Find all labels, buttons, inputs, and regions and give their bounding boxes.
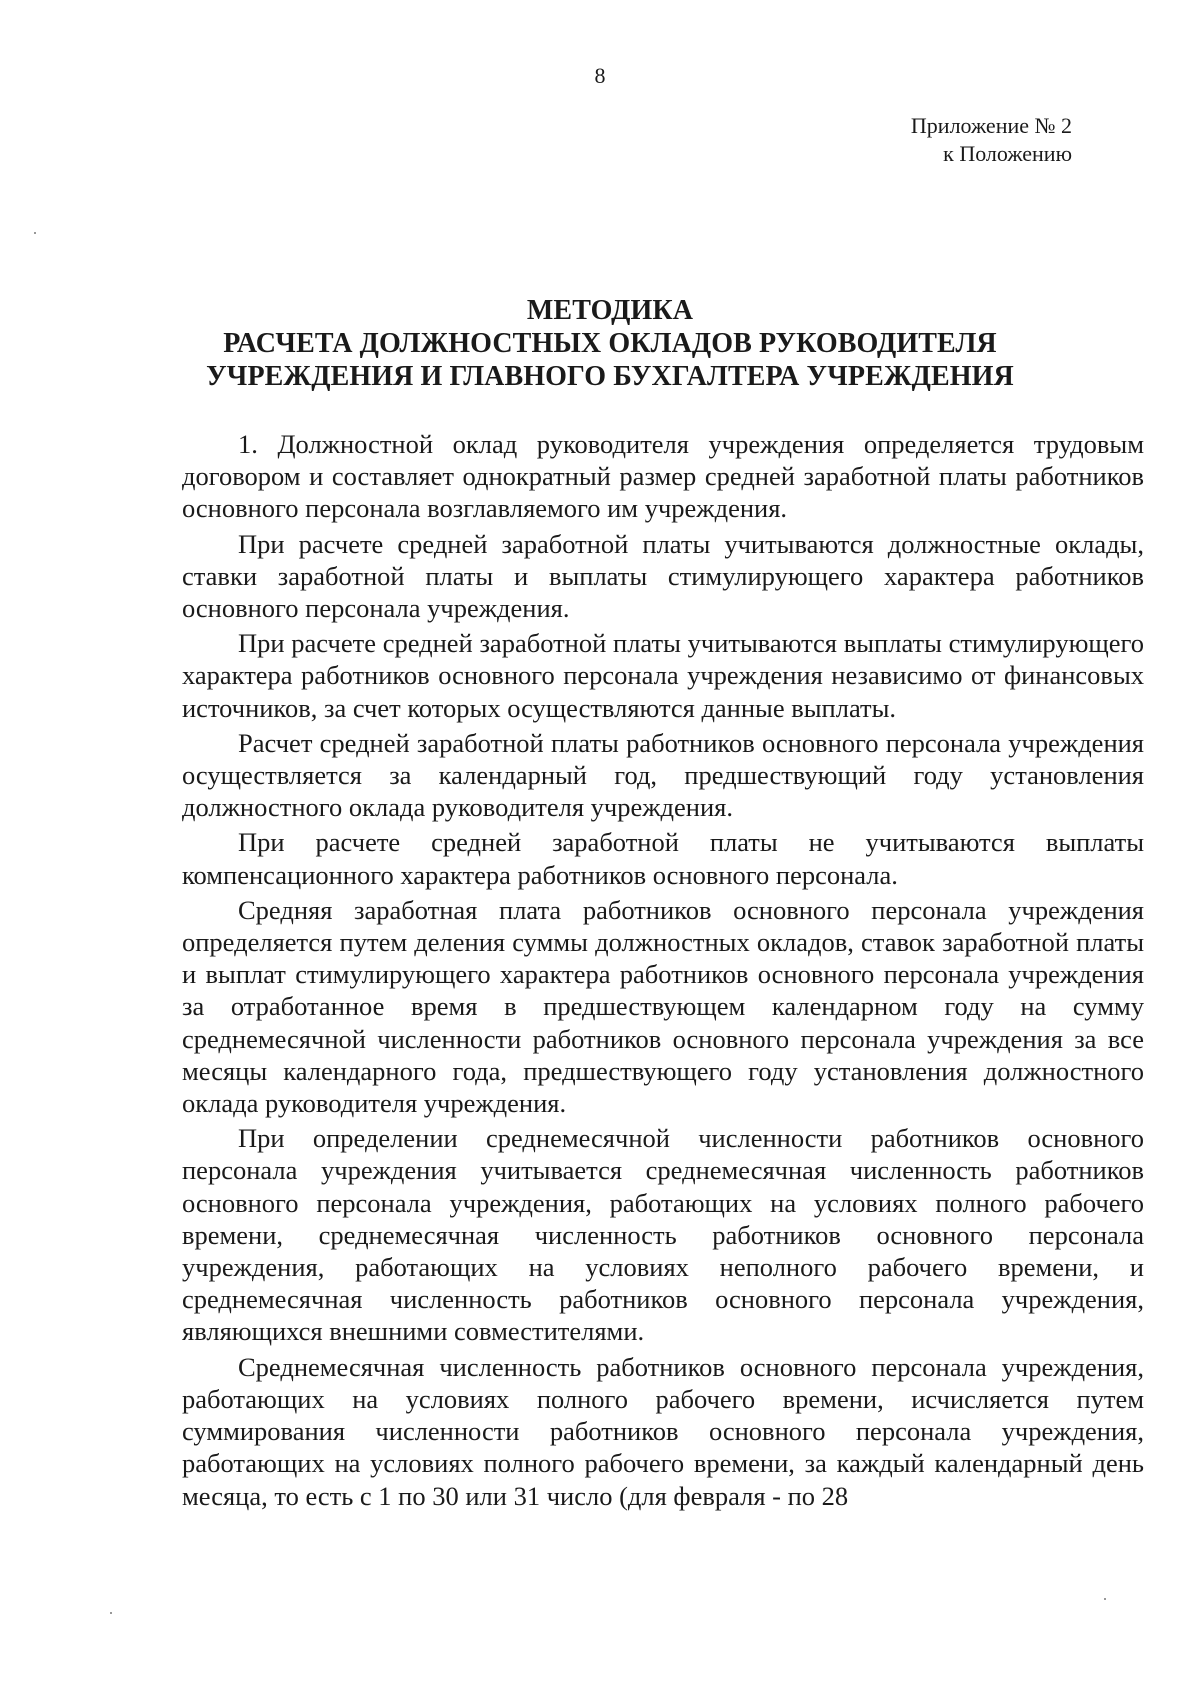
page-number: 8 bbox=[594, 63, 606, 88]
scan-speck bbox=[110, 1612, 112, 1614]
title-line-1: МЕТОДИКА bbox=[526, 295, 694, 326]
paragraph: 1. Должностной оклад руководителя учреждения определяется трудовым договором и составляет однократный размер средней заработной платы работников основного персонала возглавляемого им учреждения. bbox=[182, 429, 1144, 524]
paragraph: Расчет средней заработной платы работников основного персонала учреждения осуществляется за календарный год, предшествующий году установления должностного оклада руководителя учреждения. bbox=[182, 727, 1144, 823]
scan-speck bbox=[34, 232, 36, 234]
scan-speck bbox=[1104, 1598, 1106, 1600]
paragraph: При определении среднемесячной численности работников основного персонала учреждения учитывается среднемесячная численность работников основного персонала учреждения, работающих на условиях полного рабочего времени, среднемесячная численность работников основного персонала учреждения, работающих на условиях неполного рабочего времени, и среднемесячная численность работников основного персонала учреждения, являющихся внешними совместителями. bbox=[182, 1123, 1144, 1347]
paragraph: Средняя заработная плата работников основного персонала учреждения определяется путем деления суммы должностных окладов, ставок заработной платы и выплат стимулирующего характера работников основного персонала учреждения за отработанное время в предшествующем календарном году на сумму среднемесячной численности работников основного персонала учреждения за все месяцы календарного года, предшествующего году установления должностного оклада руководителя учреждения. bbox=[182, 894, 1144, 1119]
appendix-reference bbox=[911, 112, 1072, 168]
title-line-2: РАСЧЕТА ДОЛЖНОСТНЫХ ОКЛАДОВ РУКОВОДИТЕЛЯ bbox=[223, 328, 997, 359]
paragraph: При расчете средней заработной платы не учитываются выплаты компенсационного характера работников основного персонала. bbox=[182, 827, 1144, 890]
appendix-line-2: к Положению bbox=[943, 141, 1072, 166]
title-line-3: УЧРЕЖДЕНИЯ И ГЛАВНОГО БУХГАЛТЕРА УЧРЕЖДЕНИЯ bbox=[206, 361, 1014, 392]
paragraph: При расчете средней заработной платы учитываются должностные оклады, ставки заработной платы и выплаты стимулирующего характера работников основного персонала учреждения. bbox=[182, 528, 1144, 624]
paragraph: Среднемесячная численность работников основного персонала учреждения, работающих на условиях полного рабочего времени, исчисляется путем суммирования численности работников основного персонала учреждения, работающих на условиях полного рабочего времени, за каждый календарный день месяца, то есть с 1 по 30 или 31 число (для февраля - по 28 bbox=[182, 1351, 1144, 1511]
document-body bbox=[182, 428, 1144, 1512]
appendix-line-1: Приложение № 2 bbox=[910, 113, 1072, 138]
document-title bbox=[160, 294, 1060, 393]
paragraph: При расчете средней заработной платы учитываются выплаты стимулирующего характера работников основного персонала учреждения независимо от финансовых источников, за счет которых осуществляются данные выплаты. bbox=[182, 628, 1144, 723]
